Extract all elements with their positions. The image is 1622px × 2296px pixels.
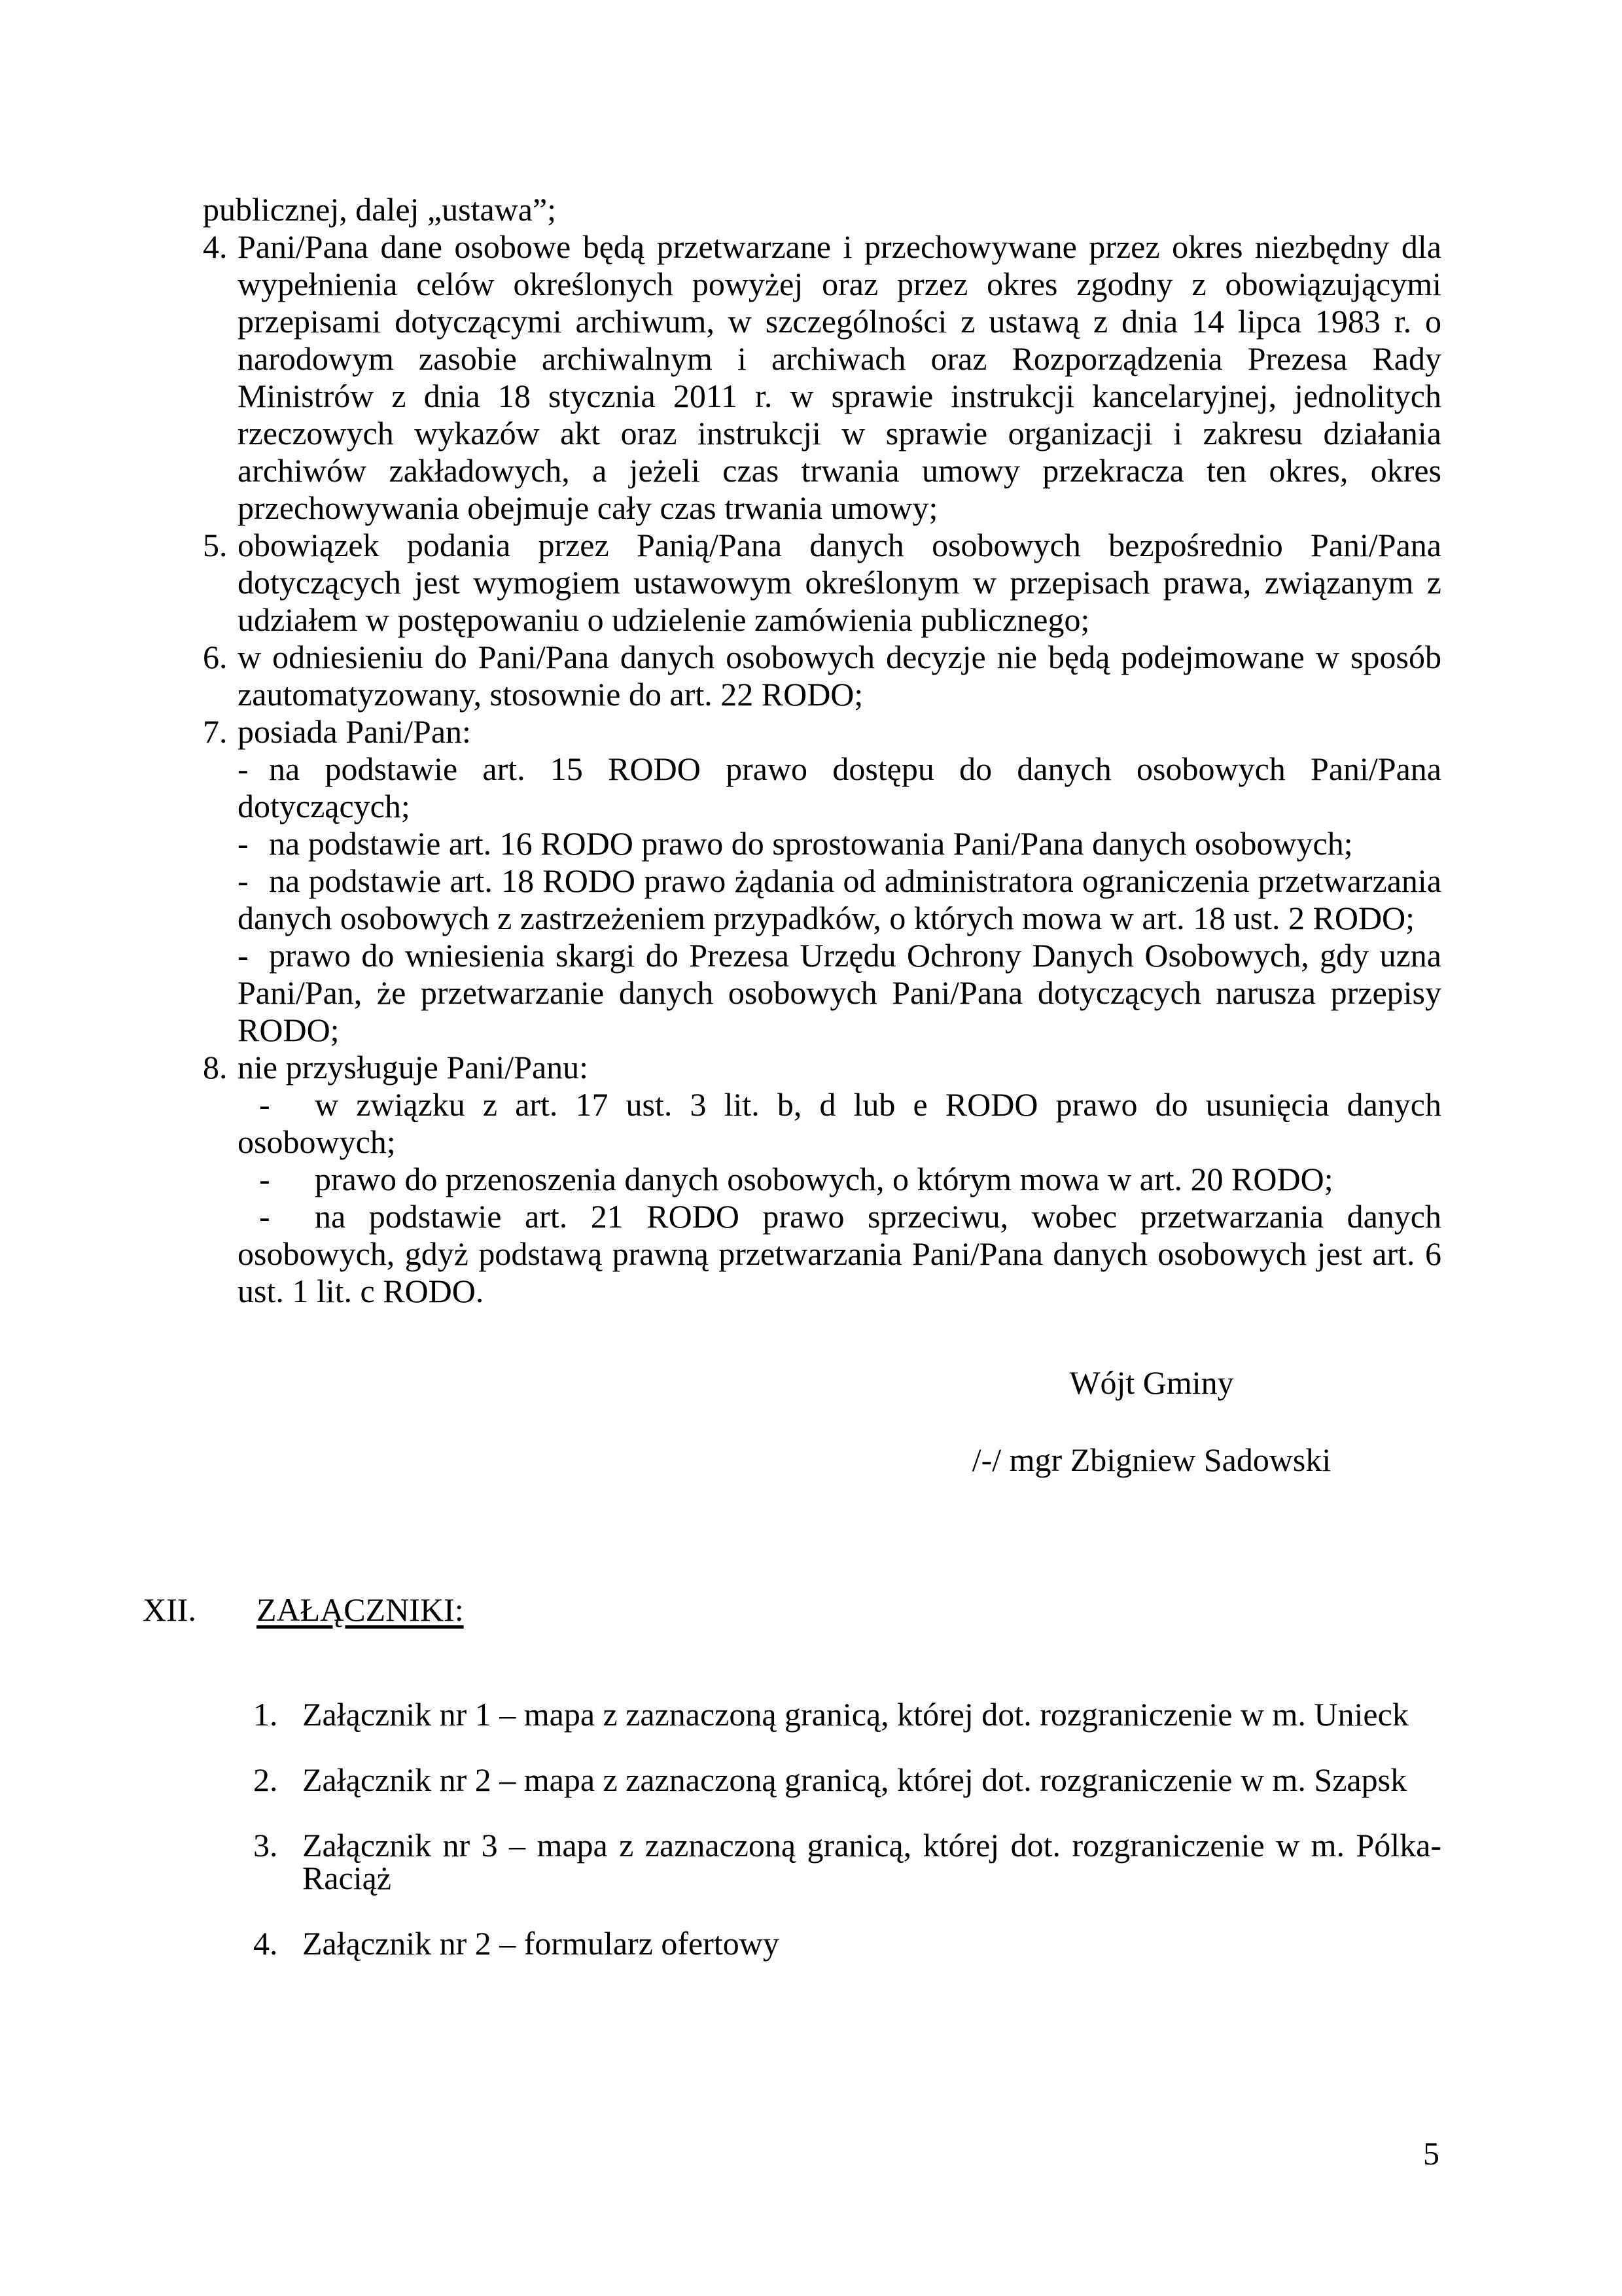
sub-item xyxy=(238,1086,1441,1161)
list-item-text: posiada Pani/Pan: xyxy=(238,713,471,750)
list-number: 5. xyxy=(203,527,228,563)
attachment-number: 2. xyxy=(253,1761,278,1798)
sub-item xyxy=(238,1198,1441,1310)
attachment-number: 3. xyxy=(253,1827,278,1863)
sub-item-text: na podstawie art. 15 RODO prawo dostępu do danych osobowych Pani/Pana dotyczących; xyxy=(238,751,1441,824)
sub-item-text: prawo do przenoszenia danych osobowych, o którym mowa w art. 20 RODO; xyxy=(315,1161,1333,1197)
sub-item xyxy=(238,825,1441,862)
section-roman-numeral: XII. xyxy=(143,1591,196,1628)
dash-bullet: - xyxy=(259,1086,270,1123)
dash-bullet: - xyxy=(259,1161,270,1197)
attachment-number: 4. xyxy=(253,1925,278,1962)
list-number: 4. xyxy=(203,228,228,265)
signature-name: /-/ mgr Zbigniew Sadowski xyxy=(972,1441,1331,1478)
attachment-item xyxy=(253,1698,1441,1731)
list-item-text: obowiązek podania przez Panią/Pana danych osobowych bezpośrednio Pani/Pana dotyczących jest wymogiem ustawowym określonym w przepisach prawa, związanym z udziałem w postępowaniu o udzielenie zamówienia publicznego; xyxy=(238,527,1441,638)
list-item-6 xyxy=(203,639,1441,713)
attachments-list xyxy=(253,1665,1441,1992)
attachment-number: 1. xyxy=(253,1696,278,1733)
list-item-4 xyxy=(203,228,1441,527)
sub-item xyxy=(238,937,1441,1049)
sub-item xyxy=(238,751,1441,825)
main-text-block xyxy=(203,191,1441,1310)
attachment-text: Załącznik nr 3 – mapa z zaznaczoną granicą, której dot. rozgraniczenie w m. Pólka-Raciąż xyxy=(302,1827,1441,1896)
list-item-text: Pani/Pana dane osobowe będą przetwarzane i przechowywane przez okres niezbędny dla wypełnienia celów określonych powyżej oraz przez okres zgodny z obowiązującymi przepisami dotyczącymi archiwum, w szczególności z ustawą z dnia 14 lipca 1983 r. o narodowym zasobie archiwalnym i archiwach oraz Rozporządzenia Prezesa Rady Ministrów z dnia 18 stycznia 2011 r. w sprawie instrukcji kancelaryjnej, jednolitych rzeczowych wykazów akt oraz instrukcji w sprawie organizacji i zakresu działania archiwów zakładowych, a jeżeli czas trwania umowy przekracza ten okres, okres przechowywania obejmuje cały czas trwania umowy; xyxy=(238,228,1441,526)
list-item-8 xyxy=(203,1049,1441,1310)
attachments-heading-text: ZAŁĄCZNIKI: xyxy=(256,1591,464,1628)
list-number: 6. xyxy=(203,639,228,675)
dash-bullet: - xyxy=(238,825,249,862)
sub-item-text: prawo do wniesienia skargi do Prezesa Urzędu Ochrony Danych Osobowych, gdy uzna Pani/Pan, że przetwarzanie danych osobowych Pani/Pana dotyczących narusza przepisy RODO; xyxy=(238,937,1441,1048)
dash-bullet: - xyxy=(259,1198,270,1235)
attachment-item xyxy=(253,1763,1441,1796)
sub-item-text: na podstawie art. 18 RODO prawo żądania od administratora ograniczenia przetwarzania danych osobowych z zastrzeżeniem przypadków, o których mowa w art. 18 ust. 2 RODO; xyxy=(238,862,1441,936)
sub-item-text: na podstawie art. 21 RODO prawo sprzeciwu, wobec przetwarzania danych osobowych, gdyż podstawą prawną przetwarzania Pani/Pana danych osobowych jest art. 6 ust. 1 lit. c RODO. xyxy=(238,1198,1441,1309)
sub-item xyxy=(238,862,1441,937)
signature-title: Wójt Gminy xyxy=(1069,1364,1234,1401)
attachment-item xyxy=(253,1829,1441,1894)
attachment-text: Załącznik nr 2 – formularz ofertowy xyxy=(302,1925,779,1962)
list-number: 8. xyxy=(203,1049,228,1086)
sub-item-text: w związku z art. 17 ust. 3 lit. b, d lub e RODO prawo do usunięcia danych osobowych; xyxy=(238,1086,1441,1160)
sub-item-text: na podstawie art. 16 RODO prawo do sprostowania Pani/Pana danych osobowych; xyxy=(269,825,1353,862)
page-number: 5 xyxy=(1423,2135,1439,2172)
attachment-text: Załącznik nr 1 – mapa z zaznaczoną granicą, której dot. rozgraniczenie w m. Unieck xyxy=(302,1696,1409,1733)
list-item-7 xyxy=(203,713,1441,1049)
dash-bullet: - xyxy=(238,862,249,899)
dash-bullet: - xyxy=(238,751,249,787)
list-number: 7. xyxy=(203,713,228,750)
attachments-heading xyxy=(143,1591,464,1629)
list-item-text: nie przysługuje Pani/Panu: xyxy=(238,1049,589,1086)
attachment-item xyxy=(253,1927,1441,1960)
sub-item xyxy=(238,1161,1441,1198)
attachment-text: Załącznik nr 2 – mapa z zaznaczoną granicą, której dot. rozgraniczenie w m. Szapsk xyxy=(302,1761,1407,1798)
list-item-text: w odniesieniu do Pani/Pana danych osobowych decyzje nie będą podejmowane w sposób zautomatyzowany, stosownie do art. 22 RODO; xyxy=(238,639,1441,713)
paragraph-continuation: publicznej, dalej „ustawa”; xyxy=(203,191,557,228)
list-item-5 xyxy=(203,527,1441,639)
dash-bullet: - xyxy=(238,937,249,974)
